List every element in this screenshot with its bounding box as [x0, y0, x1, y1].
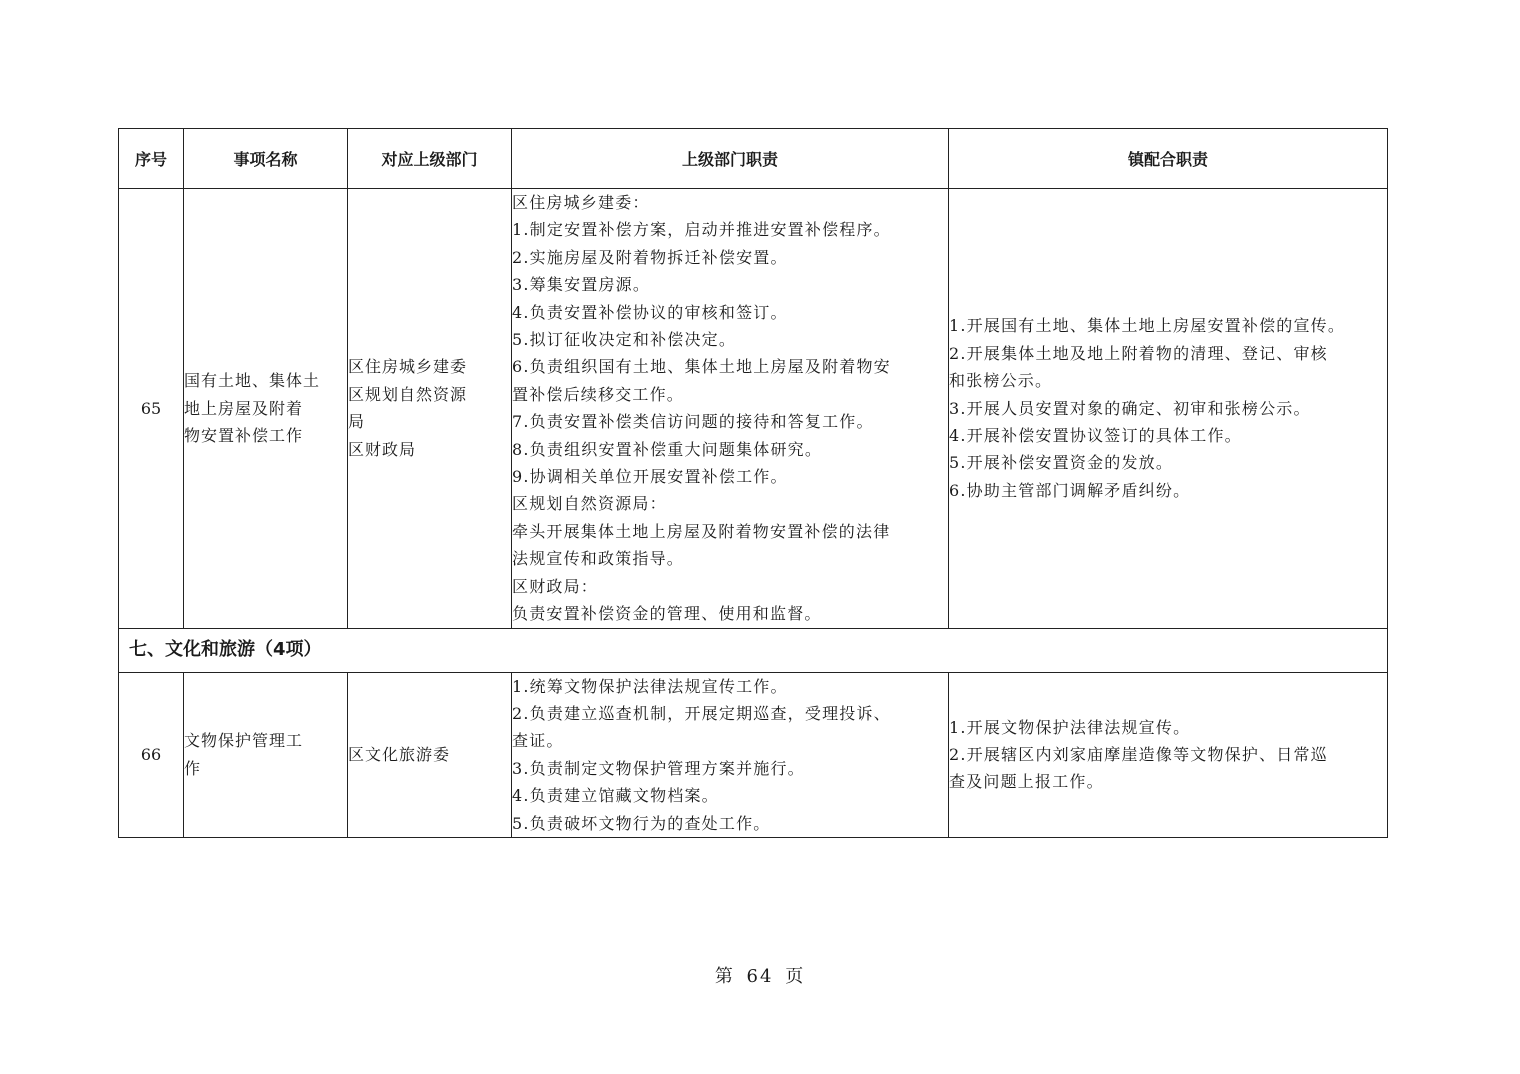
page-footer: [0, 962, 1520, 988]
header-row: [119, 129, 1388, 189]
row-item-name: [184, 672, 348, 837]
duty-line: 1.制定安置补偿方案，启动并推进安置补偿程序。: [512, 220, 891, 240]
item-name-line: 作: [184, 758, 202, 778]
row-seq: 65: [119, 189, 184, 629]
duty-line: 法规宣传和政策指导。: [512, 549, 685, 569]
dept-line: 局: [348, 412, 366, 432]
duty-line: 3.负责制定文物保护管理方案并施行。: [512, 758, 805, 778]
row-superior-dept: [348, 672, 512, 837]
row-item-name: [184, 189, 348, 629]
duty-line: 3.筹集安置房源。: [512, 275, 651, 295]
page-number: 64: [746, 966, 774, 987]
header-superior-dept: 对应上级部门: [348, 129, 512, 189]
duty-line: 负责安置补偿资金的管理、使用和监督。: [512, 604, 822, 624]
duty-line: 7.负责安置补偿类信访问题的接待和答复工作。: [512, 412, 874, 432]
row-superior-duty: [512, 672, 949, 837]
duty-line: 2.负责建立巡查机制，开展定期巡查，受理投诉、: [512, 703, 891, 723]
town-duty-line: 4.开展补偿安置协议签订的具体工作。: [949, 425, 1242, 445]
duty-line: 5.拟订征收决定和补偿决定。: [512, 330, 737, 350]
header-town-duty: 镇配合职责: [949, 129, 1388, 189]
town-duty-line: 3.开展人员安置对象的确定、初审和张榜公示。: [949, 398, 1311, 418]
row-superior-duty: [512, 189, 949, 629]
duty-line: 区住房城乡建委：: [512, 193, 650, 212]
page-prefix: 第: [714, 966, 735, 987]
duty-line: 9.协调相关单位开展安置补偿工作。: [512, 467, 788, 487]
duty-line: 区规划自然资源局：: [512, 494, 667, 514]
duty-line: 置补偿后续移交工作。: [512, 384, 685, 404]
duty-line: 区财政局：: [512, 576, 599, 596]
item-name-line: 地上房屋及附着: [184, 398, 304, 418]
town-duty-line: 查及问题上报工作。: [949, 772, 1104, 792]
duty-line: 6.负责组织国有土地、集体土地上房屋及附着物安: [512, 357, 891, 377]
header-seq: 序号: [119, 129, 184, 189]
row-seq: 66: [119, 672, 184, 837]
responsibility-table: [118, 128, 1388, 838]
town-duty-line: 1.开展国有土地、集体土地上房屋安置补偿的宣传。: [949, 316, 1346, 336]
duty-line: 8.负责组织安置补偿重大问题集体研究。: [512, 439, 823, 459]
duty-line: 牵头开展集体土地上房屋及附着物安置补偿的法律: [512, 521, 891, 541]
row-town-duty: [949, 672, 1388, 837]
duty-line: 查证。: [512, 731, 564, 751]
duty-line: 5.负责破坏文物行为的查处工作。: [512, 813, 771, 833]
row-town-duty: [949, 189, 1388, 629]
town-duty-line: 6.协助主管部门调解矛盾纠纷。: [949, 480, 1191, 500]
dept-line: 区财政局: [348, 439, 417, 459]
page-suffix: 页: [785, 966, 806, 987]
town-duty-line: 5.开展补偿安置资金的发放。: [949, 453, 1174, 473]
header-superior-duty: 上级部门职责: [512, 129, 949, 189]
duty-line: 1.统筹文物保护法律法规宣传工作。: [512, 676, 788, 696]
section-title: 七、文化和旅游（4项）: [119, 628, 1388, 672]
section-row: [119, 628, 1388, 672]
dept-line: 区文化旅游委: [348, 745, 451, 765]
town-duty-line: 2.开展辖区内刘家庙摩崖造像等文物保护、日常巡: [949, 745, 1328, 765]
table-row: [119, 189, 1388, 629]
town-duty-line: 2.开展集体土地及地上附着物的清理、登记、审核: [949, 343, 1328, 363]
row-superior-dept: [348, 189, 512, 629]
item-name-line: 国有土地、集体土: [184, 371, 321, 391]
dept-line: 区住房城乡建委: [348, 357, 468, 377]
duty-line: 4.负责安置补偿协议的审核和签订。: [512, 302, 788, 322]
item-name-line: 文物保护管理工: [184, 731, 304, 751]
town-duty-line: 1.开展文物保护法律法规宣传。: [949, 717, 1191, 737]
duty-line: 4.负责建立馆藏文物档案。: [512, 786, 719, 806]
town-duty-line: 和张榜公示。: [949, 371, 1053, 391]
header-item-name: 事项名称: [184, 129, 348, 189]
duty-line: 2.实施房屋及附着物拆迁补偿安置。: [512, 247, 788, 267]
item-name-line: 物安置补偿工作: [184, 425, 304, 445]
table-row: [119, 672, 1388, 837]
dept-line: 区规划自然资源: [348, 384, 468, 404]
